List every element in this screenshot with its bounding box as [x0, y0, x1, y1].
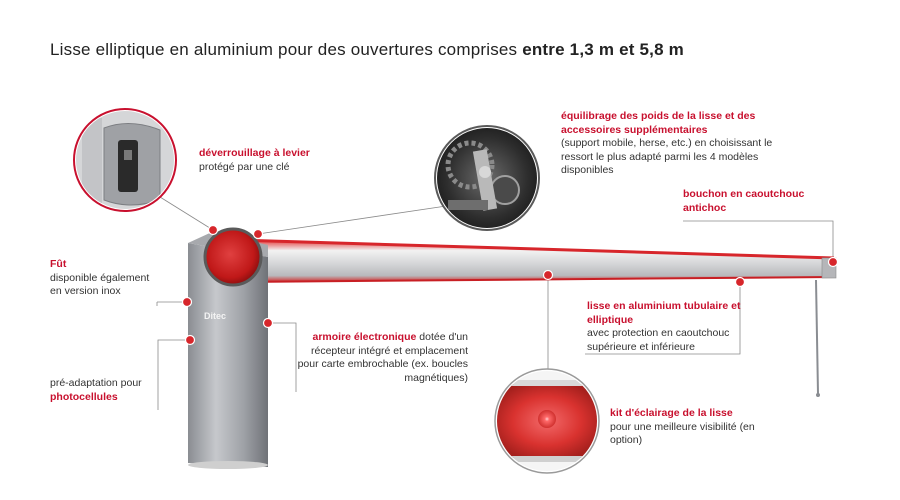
label-lisse-head: lisse en aluminium tubulaire et elliptique — [587, 300, 741, 326]
label-fut-head: Fût — [50, 258, 67, 270]
label-armoire-head: armoire électronique — [312, 331, 417, 343]
dot-mechanism — [254, 230, 263, 239]
title-range: entre 1,3 m et 5,8 m — [522, 40, 684, 59]
label-lisse-text: avec protection en caoutchouc supérieure et inférieure — [587, 327, 730, 353]
support-foot — [816, 280, 818, 394]
brand-logo: Ditec — [204, 311, 227, 321]
dot-end-cap — [829, 258, 838, 267]
label-deverrouillage-text: protégé par une clé — [199, 160, 290, 173]
label-bouchon-head: bouchon en caoutchouc antichoc — [683, 188, 805, 214]
inset-mechanism — [435, 126, 539, 230]
dot-lock — [209, 226, 218, 235]
led-light-icon — [538, 410, 556, 428]
inset-lock — [74, 109, 176, 212]
label-fut-text: disponible également en version inox — [50, 271, 150, 297]
label-deverrouillage-head: déverrouillage à levier — [199, 147, 310, 159]
label-lisse — [587, 300, 747, 354]
label-equilibrage-head: équilibrage des poids de la lisse et des accessoires supplémentaires — [561, 110, 756, 136]
label-deverrouillage — [199, 147, 349, 174]
label-kit-text: pour une meilleure visibilité (en option) — [610, 420, 755, 446]
dot-light-kit — [544, 271, 553, 280]
dot-photocells — [186, 336, 195, 345]
label-equilibrage-text: (support mobile, herse, etc.) en choisissant le ressort le plus adapté parmi les 4 modèles disponibles — [561, 137, 773, 176]
red-cap-disc — [205, 229, 261, 285]
label-equilibrage — [561, 110, 781, 178]
label-fut — [50, 258, 160, 299]
page-title — [50, 40, 684, 60]
label-preadaptation-head: photocellules — [50, 390, 118, 403]
key-lock-icon — [118, 140, 138, 192]
barrier-post — [188, 229, 268, 469]
title-main: Lisse elliptique en aluminium pour des ouvertures comprises — [50, 40, 518, 59]
label-armoire — [296, 331, 468, 385]
dot-control-unit — [264, 319, 273, 328]
label-armoire-text: dotée d'un récepteur intégré et emplacement pour carte embrochable (ex. boucles magnétiques) — [297, 331, 468, 384]
label-preadaptation — [50, 377, 155, 404]
label-preadaptation-text: pré-adaptation pour — [50, 377, 142, 389]
dot-post — [183, 298, 192, 307]
label-bouchon — [683, 188, 823, 215]
inset-light-kit — [495, 369, 599, 473]
label-kit-head: kit d'éclairage de la lisse — [610, 407, 733, 419]
label-kit — [610, 407, 770, 448]
dot-arm — [736, 278, 745, 287]
